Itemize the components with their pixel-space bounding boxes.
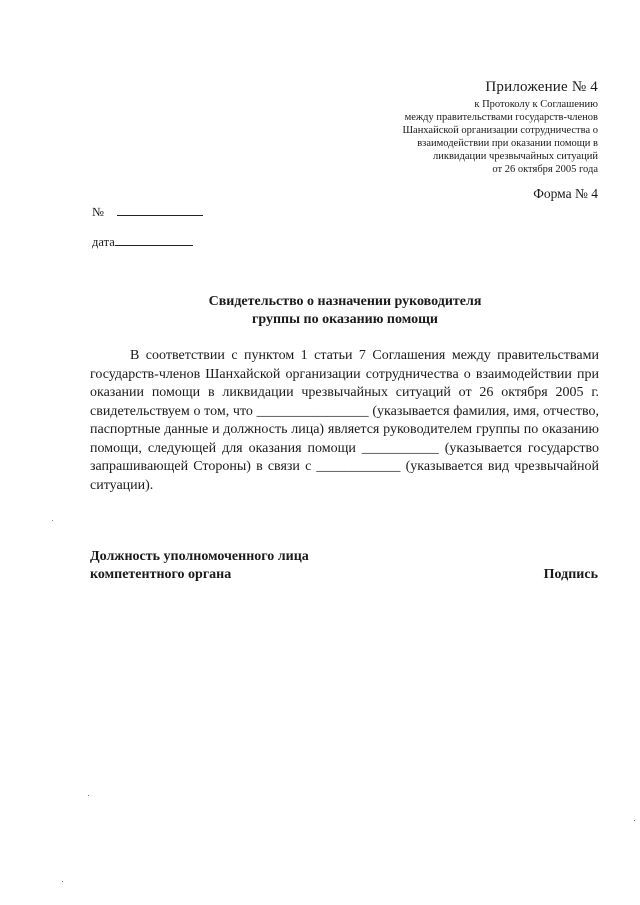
- appendix-line: к Протоколу к Соглашению: [474, 99, 598, 110]
- signatory-position-line: компетентного органа: [90, 567, 232, 582]
- document-title-line: Свидетельство о назначении руководителя: [208, 294, 482, 309]
- appendix-line: между правительствами государств-членов: [404, 112, 598, 123]
- document-title-line: группы по оказанию помощи: [252, 312, 438, 327]
- appendix-header: [338, 78, 598, 176]
- certificate-body: В соответствии с пунктом 1 статьи 7 Соглашения между правительствами государств-членов Шанхайской организации сотрудничества о взаимодействии при оказании помощи в ликвидации чрезвычайных ситуаций от 26 октября 2005 г. свидетельствуем о том, что ________________ (указывается фамилия, имя, отчество, паспортные данные и должность лица) является руководителем группы по оказанию помощи, следующей для оказания помощи ___________ (указывается государство запрашивающей Стороны) в связи с ____________ (указывается вид чрезвычайной ситуации).: [90, 348, 599, 493]
- date-field-label: дата: [92, 235, 115, 249]
- appendix-line: от 26 октября 2005 года: [492, 164, 598, 175]
- date-field-blank: [115, 233, 193, 246]
- scan-speck: [634, 820, 635, 821]
- document-title: [90, 293, 600, 329]
- number-field-label: №: [92, 205, 104, 219]
- signatory-position-line: Должность уполномоченного лица: [90, 549, 309, 564]
- scan-speck: [88, 795, 89, 796]
- number-field: [92, 203, 203, 220]
- signatory-position: [90, 548, 309, 584]
- signature-label: Подпись: [543, 567, 598, 582]
- appendix-line: Шанхайской организации сотрудничества о: [402, 125, 598, 136]
- appendix-line: ликвидации чрезвычайных ситуаций: [433, 151, 598, 162]
- date-field: [92, 233, 193, 250]
- appendix-title: Приложение № 4: [485, 79, 598, 95]
- scan-speck: [52, 520, 53, 521]
- scan-speck: [62, 881, 63, 882]
- form-number: Форма № 4: [533, 186, 598, 201]
- appendix-line: взаимодействии при оказании помощи в: [417, 138, 598, 149]
- number-field-blank: [117, 203, 203, 216]
